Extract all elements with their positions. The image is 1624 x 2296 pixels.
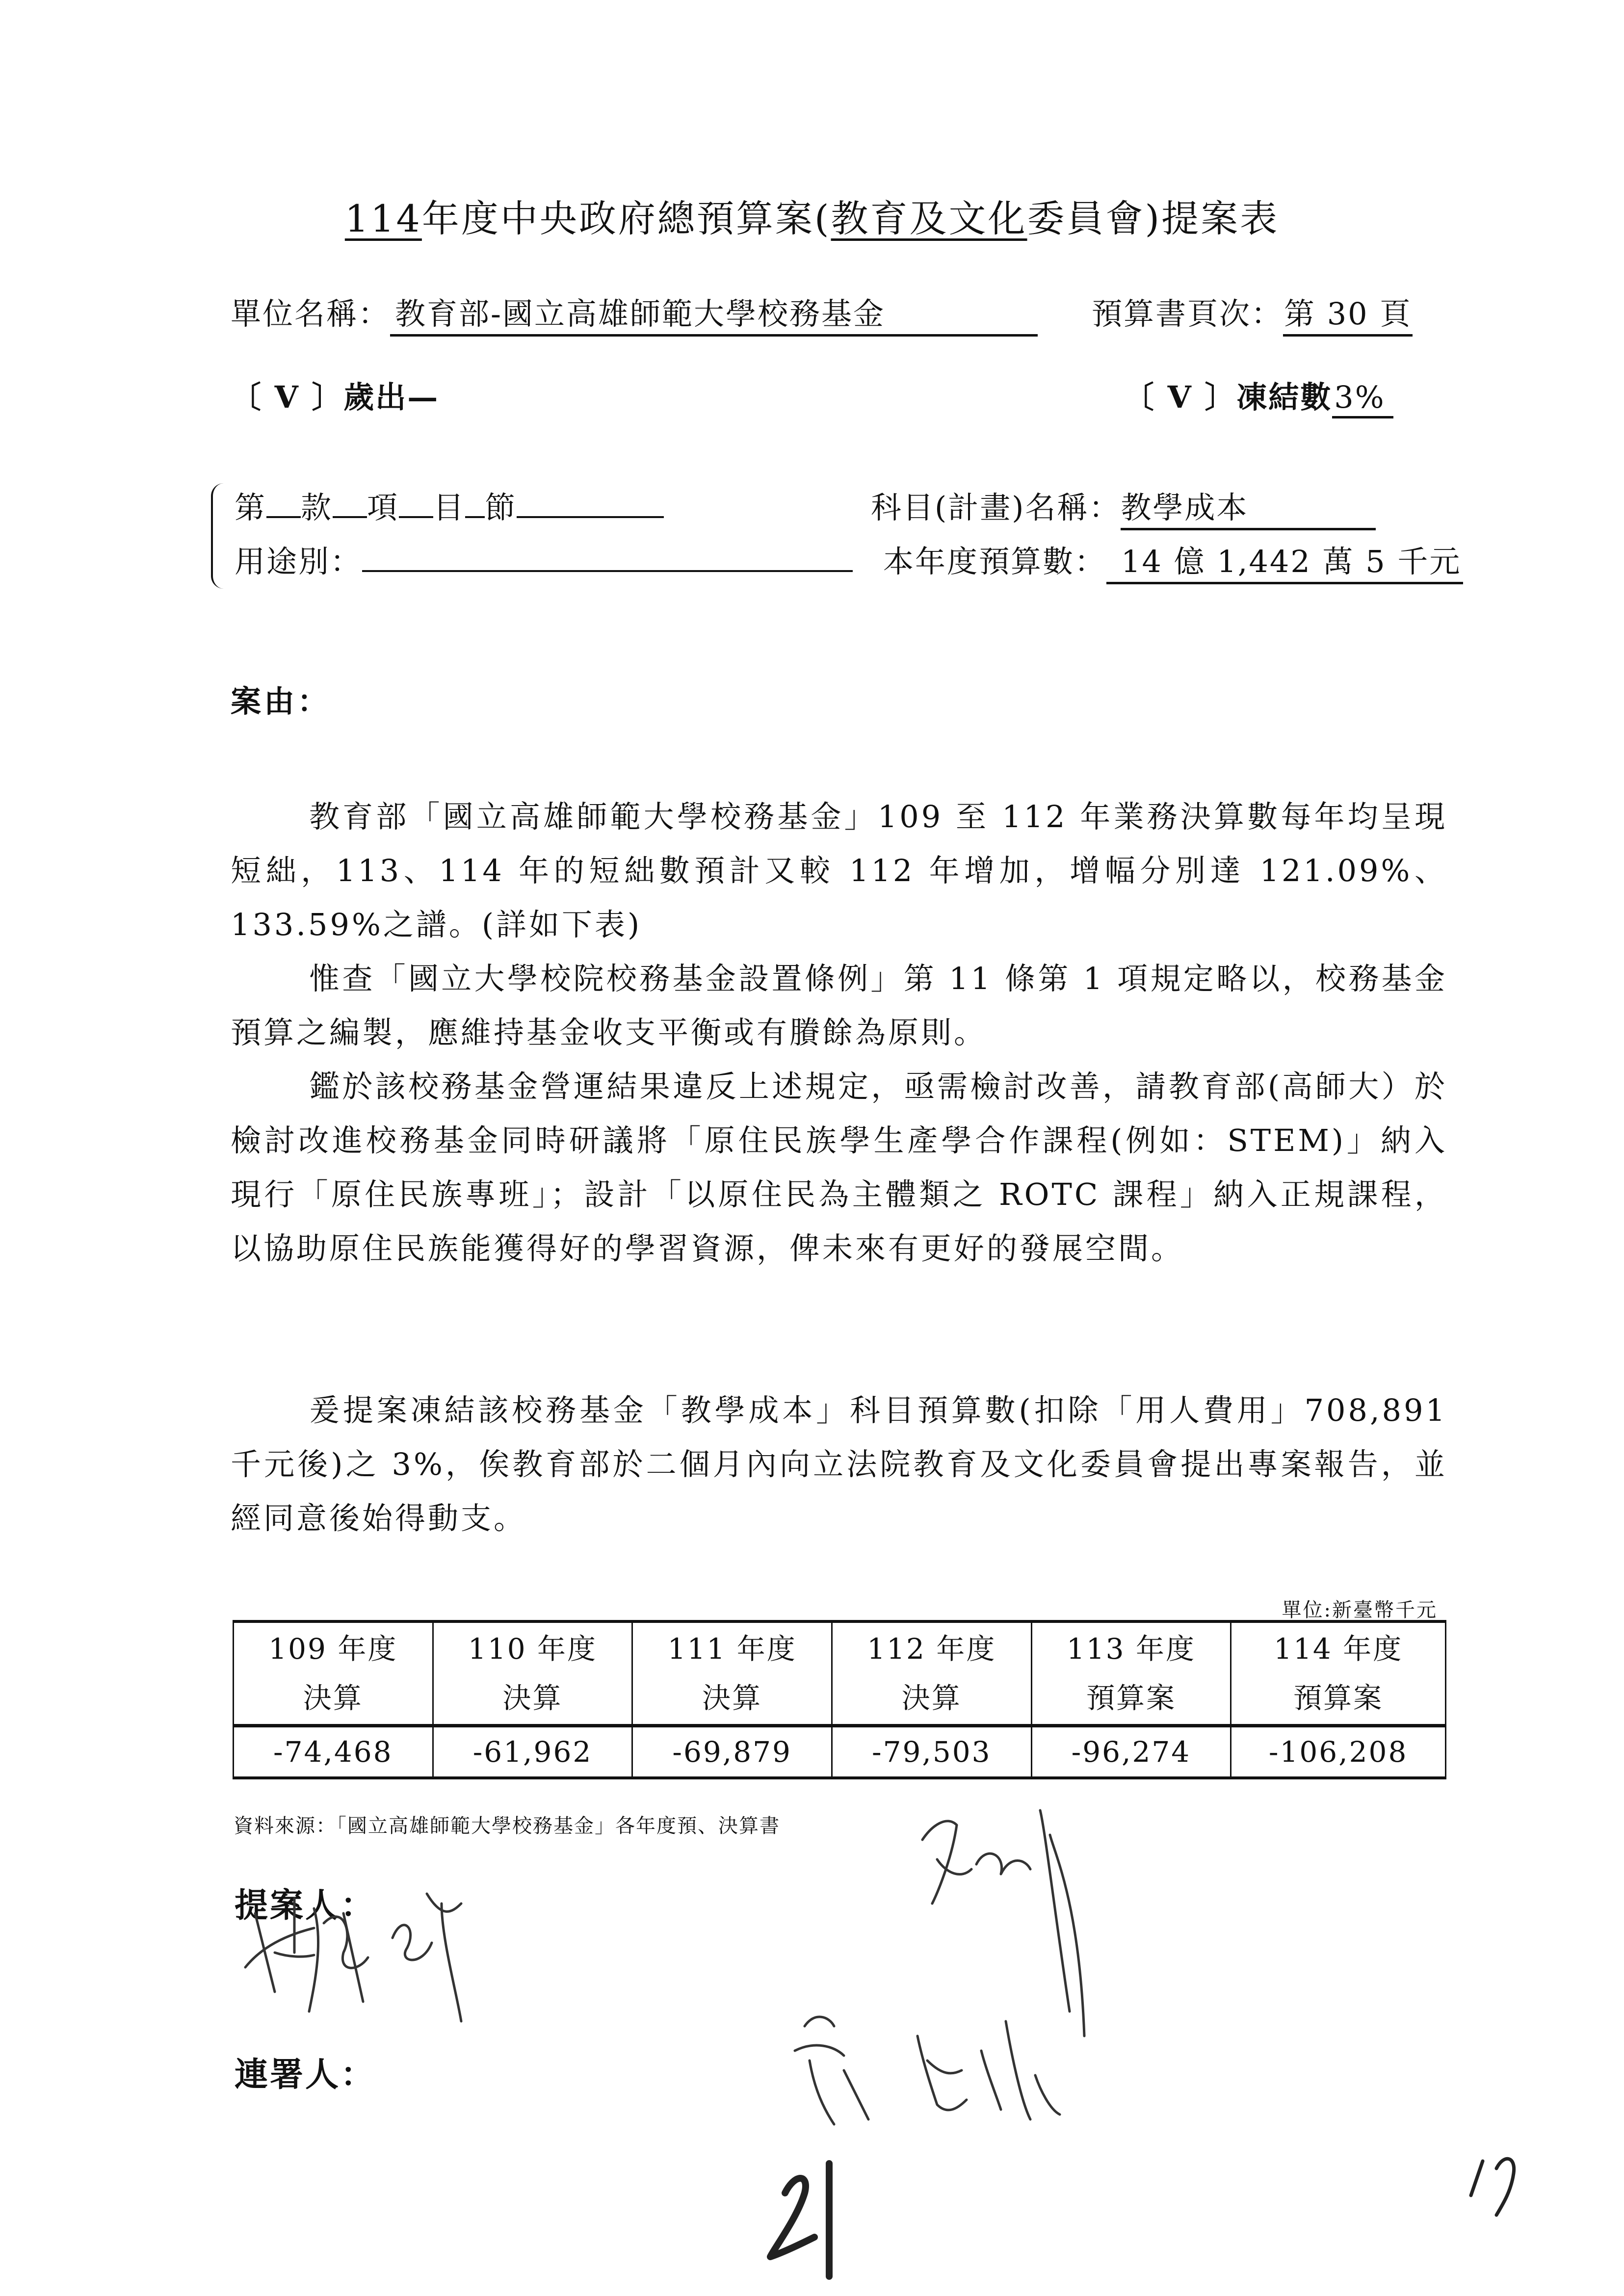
budget-value: 14 億 1,442 萬 5 千元 [1106,537,1463,584]
reason-paragraph-3: 鑑於該校務基金營運結果違反上述規定，亟需檢討改善，請教育部(高師大）於檢討改進校務基金同時研議將「原住民族學生產學合作課程(例如：STEM)」納入現行「原住民族專班」；設計「以原住民為主體類之 ROTC 課程」納入正規課程，以協助原住民族能獲得好的學習資源，俾未來有更好的發展空間。 [231,1069,1447,1266]
proposer-signature [245,1894,461,2021]
freeze-value: 3% [1332,379,1393,418]
table-cell: -69,879 [632,1726,832,1778]
expense-checkbox: 〔 V 〕歲出— [231,379,440,415]
table-cell: -74,468 [234,1726,433,1778]
handwritten-number-21 [770,2164,829,2276]
section-xiang: 項 [367,490,399,525]
usage-label: 用途別： [235,544,363,579]
table-source: 資料來源：「國立高雄師範大學校務基金」各年度預、決算書 [234,1815,780,1837]
table-cell: -79,503 [832,1726,1031,1778]
reason-paragraph-4: 爰提案凍結該校務基金「教學成本」科目預算數(扣除「用人費用」708,891 千元後)之 3%，俟教育部於二個月內向立法院教育及文化委員會提出專案報告，並經同意後始得動支。 [231,1392,1447,1536]
table-header-cell: 110 年度 決算 [433,1621,632,1726]
reason-paragraph-1: 教育部「國立高雄師範大學校務基金」109 至 112 年業務決算數每年均呈現短絀，113、114 年的短絀數預計又較 112 年增加，增幅分別達 121.09%、133.59%之譜。(詳如下表) [231,799,1447,942]
table-cell: -61,962 [433,1726,632,1778]
table-header-cell: 111 年度 決算 [632,1621,832,1726]
page-label: 預算書頁次： [1092,296,1283,332]
section-jie: 節 [485,490,517,525]
table-header-cell: 113 年度 預算案 [1031,1621,1231,1726]
title-prefix: 年度中央政府總預算案( [421,197,831,240]
title-suffix: 委員會)提案表 [1027,197,1280,240]
table-cell: -106,208 [1231,1726,1446,1778]
table-header-cell: 112 年度 決算 [832,1621,1031,1726]
section-di: 第 [235,490,267,525]
cosigner-signature-bottom [795,2017,1060,2124]
unit-value: 教育部-國立高雄師範大學校務基金 [390,289,1038,337]
freeze-label: 〔 V 〕凍結數 [1124,379,1333,415]
title-committee: 教育及文化 [831,197,1027,240]
reason-heading: 案由： [231,683,331,719]
section-kuan: 款 [301,490,333,525]
budget-label: 本年度預算數： [883,544,1107,579]
page-value: 第 30 頁 [1283,289,1413,337]
reason-paragraph-2: 惟查「國立大學校院校務基金設置條例」第 11 條第 1 項規定略以，校務基金預算之編製，應維持基金收支平衡或有賸餘為原則。 [231,961,1447,1050]
proposer-label: 提案人： [235,1886,376,1925]
subject-value: 教學成本 [1121,483,1376,530]
section-mu: 目 [433,490,466,525]
cosigner-label: 連署人： [235,2055,376,2094]
table-cell: -96,274 [1031,1726,1231,1778]
page-mark-17 [1471,2159,1514,2215]
unit-label: 單位名稱： [231,296,391,332]
subject-label: 科目(計畫)名稱： [871,490,1121,525]
table-header-cell: 114 年度 預算案 [1231,1621,1446,1726]
title-year: 114 [344,197,422,240]
table-unit-note: 單位:新臺幣千元 [1282,1599,1438,1621]
table-header-cell: 109 年度 決算 [234,1621,433,1726]
cosigner-signature-top [922,1810,1084,2036]
